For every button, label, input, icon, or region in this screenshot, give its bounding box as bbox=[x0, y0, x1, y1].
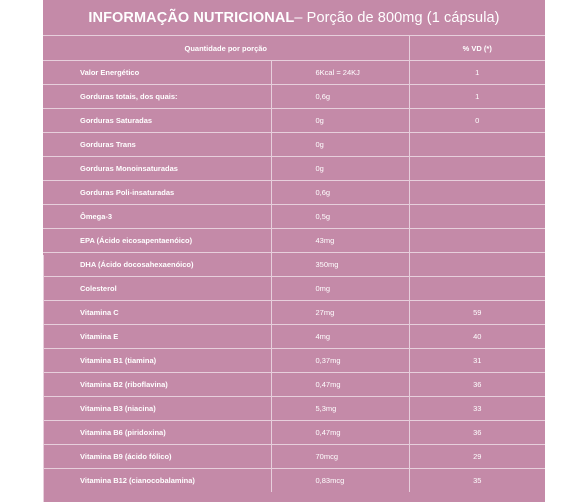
nutrient-amount: 0g bbox=[271, 157, 409, 181]
nutrient-name: Gorduras Poli-insaturadas bbox=[43, 181, 271, 205]
nutrient-name: DHA (Ácido docosahexaenóico) bbox=[43, 253, 271, 277]
table-row bbox=[43, 229, 545, 253]
nutrient-amount: 0,83mcg bbox=[271, 469, 409, 493]
nutrient-vd bbox=[409, 133, 545, 157]
nutrient-name: Vitamina C bbox=[43, 301, 271, 325]
table-row bbox=[43, 277, 545, 301]
table-row bbox=[43, 205, 545, 229]
nutrient-name: Gorduras Trans bbox=[43, 133, 271, 157]
nutrient-amount: 0,6g bbox=[271, 181, 409, 205]
nutrient-amount: 0,47mg bbox=[271, 421, 409, 445]
table-row bbox=[43, 301, 545, 325]
nutrient-vd bbox=[409, 229, 545, 253]
nutrient-amount: 4mg bbox=[271, 325, 409, 349]
table-row bbox=[43, 469, 545, 493]
table-row bbox=[43, 109, 545, 133]
nutrient-vd: 29 bbox=[409, 445, 545, 469]
nutrient-vd: 36 bbox=[409, 421, 545, 445]
nutrient-amount: 0g bbox=[271, 133, 409, 157]
table-header-row bbox=[43, 36, 545, 61]
title-serving: – Porção de 800mg (1 cápsula) bbox=[294, 10, 500, 26]
nutrient-amount: 0,37mg bbox=[271, 349, 409, 373]
title-bold: INFORMAÇÃO NUTRICIONAL bbox=[88, 10, 295, 26]
nutrition-title bbox=[43, 0, 545, 36]
nutrient-name: EPA (Ácido eicosapentaenóico) bbox=[43, 229, 271, 253]
nutrient-name: Gorduras Monoinsaturadas bbox=[43, 157, 271, 181]
table-row bbox=[43, 349, 545, 373]
nutrient-name: Vitamina B9 (ácido fólico) bbox=[43, 445, 271, 469]
nutrient-vd bbox=[409, 181, 545, 205]
nutrient-vd bbox=[409, 253, 545, 277]
table-row bbox=[43, 397, 545, 421]
nutrient-amount: 0mg bbox=[271, 277, 409, 301]
nutrient-name: Vitamina B1 (tiamina) bbox=[43, 349, 271, 373]
table-body bbox=[43, 61, 545, 493]
table-row bbox=[43, 85, 545, 109]
nutrient-vd: 36 bbox=[409, 373, 545, 397]
nutrient-vd: 1 bbox=[409, 61, 545, 85]
nutrient-amount: 6Kcal = 24KJ bbox=[271, 61, 409, 85]
nutrient-vd bbox=[409, 277, 545, 301]
nutrient-name: Valor Energético bbox=[43, 61, 271, 85]
nutrient-vd: 0 bbox=[409, 109, 545, 133]
nutrient-amount: 0,5g bbox=[271, 205, 409, 229]
nutrient-vd: 40 bbox=[409, 325, 545, 349]
nutrition-panel bbox=[43, 0, 545, 502]
nutrient-name: Vitamina B3 (niacina) bbox=[43, 397, 271, 421]
nutrient-vd: 35 bbox=[409, 469, 545, 493]
nutrient-amount: 43mg bbox=[271, 229, 409, 253]
nutrient-vd bbox=[409, 157, 545, 181]
table-row bbox=[43, 253, 545, 277]
table-row bbox=[43, 421, 545, 445]
nutrient-vd: 33 bbox=[409, 397, 545, 421]
table-row bbox=[43, 445, 545, 469]
nutrient-name: Gorduras totais, dos quais: bbox=[43, 85, 271, 109]
nutrient-name: Gorduras Saturadas bbox=[43, 109, 271, 133]
nutrient-amount: 27mg bbox=[271, 301, 409, 325]
nutrient-vd: 1 bbox=[409, 85, 545, 109]
nutrient-name: Ômega-3 bbox=[43, 205, 271, 229]
nutrient-amount: 0,47mg bbox=[271, 373, 409, 397]
table-row bbox=[43, 181, 545, 205]
nutrient-name: Vitamina B12 (cianocobalamina) bbox=[43, 469, 271, 493]
nutrient-name: Vitamina B2 (riboflavina) bbox=[43, 373, 271, 397]
nutrient-amount: 70mcg bbox=[271, 445, 409, 469]
nutrient-name: Vitamina B6 (piridoxina) bbox=[43, 421, 271, 445]
table-row bbox=[43, 325, 545, 349]
nutrition-table bbox=[43, 35, 545, 492]
table-row bbox=[43, 373, 545, 397]
nutrient-name: Vitamina E bbox=[43, 325, 271, 349]
panel-edge-line bbox=[43, 255, 44, 502]
nutrient-vd: 31 bbox=[409, 349, 545, 373]
table-row bbox=[43, 157, 545, 181]
nutrient-name: Colesterol bbox=[43, 277, 271, 301]
nutrient-amount: 350mg bbox=[271, 253, 409, 277]
nutrient-vd bbox=[409, 205, 545, 229]
header-quantity: Quantidade por porção bbox=[43, 36, 409, 61]
nutrient-amount: 0,6g bbox=[271, 85, 409, 109]
nutrient-vd: 59 bbox=[409, 301, 545, 325]
nutrient-amount: 0g bbox=[271, 109, 409, 133]
table-row bbox=[43, 61, 545, 85]
header-vd: % VD (*) bbox=[409, 36, 545, 61]
nutrient-amount: 5,3mg bbox=[271, 397, 409, 421]
table-row bbox=[43, 133, 545, 157]
